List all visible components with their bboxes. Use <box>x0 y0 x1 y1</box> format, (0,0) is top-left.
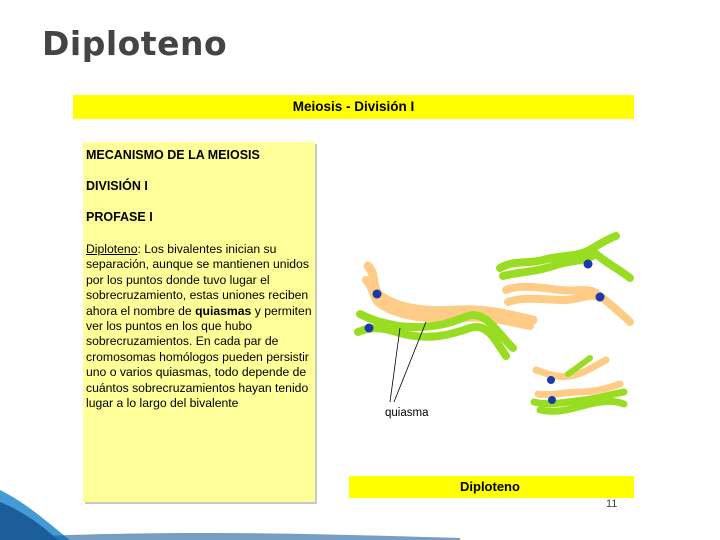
panel-description <box>86 242 312 411</box>
page-number: 11 <box>606 498 618 510</box>
panel-heading-profase: PROFASE I <box>86 210 153 224</box>
figure-caption <box>349 476 634 498</box>
bivalent-left <box>358 266 533 356</box>
description-panel <box>83 142 315 502</box>
chiasma-dot <box>547 376 555 384</box>
bivalent-upper-right <box>500 236 630 322</box>
panel-heading-mecanismo: MECANISMO DE LA MEIOSIS <box>86 148 260 162</box>
chiasma-dot <box>596 293 605 302</box>
term-diploteno: Diploteno <box>86 242 138 256</box>
panel-heading-division: DIVISIÓN I <box>86 179 148 193</box>
bivalent-lower-right <box>534 358 624 411</box>
chiasma-dot <box>584 260 593 269</box>
description-part-1: : Los bivalentes inician su separación, aunque se mantienen unidos por los puntos donde tuvo lugar el sobrecruzamiento, estas uniones reciben ahora el nombre de <box>86 242 309 318</box>
term-quiasmas: quiasmas <box>195 303 252 318</box>
slide-title: Diploteno <box>42 24 228 63</box>
caption-text: Diploteno <box>460 479 520 494</box>
chiasma-dot <box>373 290 382 299</box>
chromosome-diagram <box>338 224 638 444</box>
description-part-2: y permiten ver los puntos en los que hubo sobrecruzamientos. En cada par de cromosomas homólogos pueden persistir uno o varios quiasmas, todo depende de cuántos sobrecruzamientos hayan tenido lugar a lo largo del bivalente <box>86 303 312 411</box>
chiasma-dot <box>365 324 374 333</box>
meiosis-figure <box>70 94 635 514</box>
quiasma-label: quiasma <box>385 407 429 419</box>
chiasma-dot <box>548 396 556 404</box>
figure-header: Meiosis - División I <box>73 95 634 119</box>
